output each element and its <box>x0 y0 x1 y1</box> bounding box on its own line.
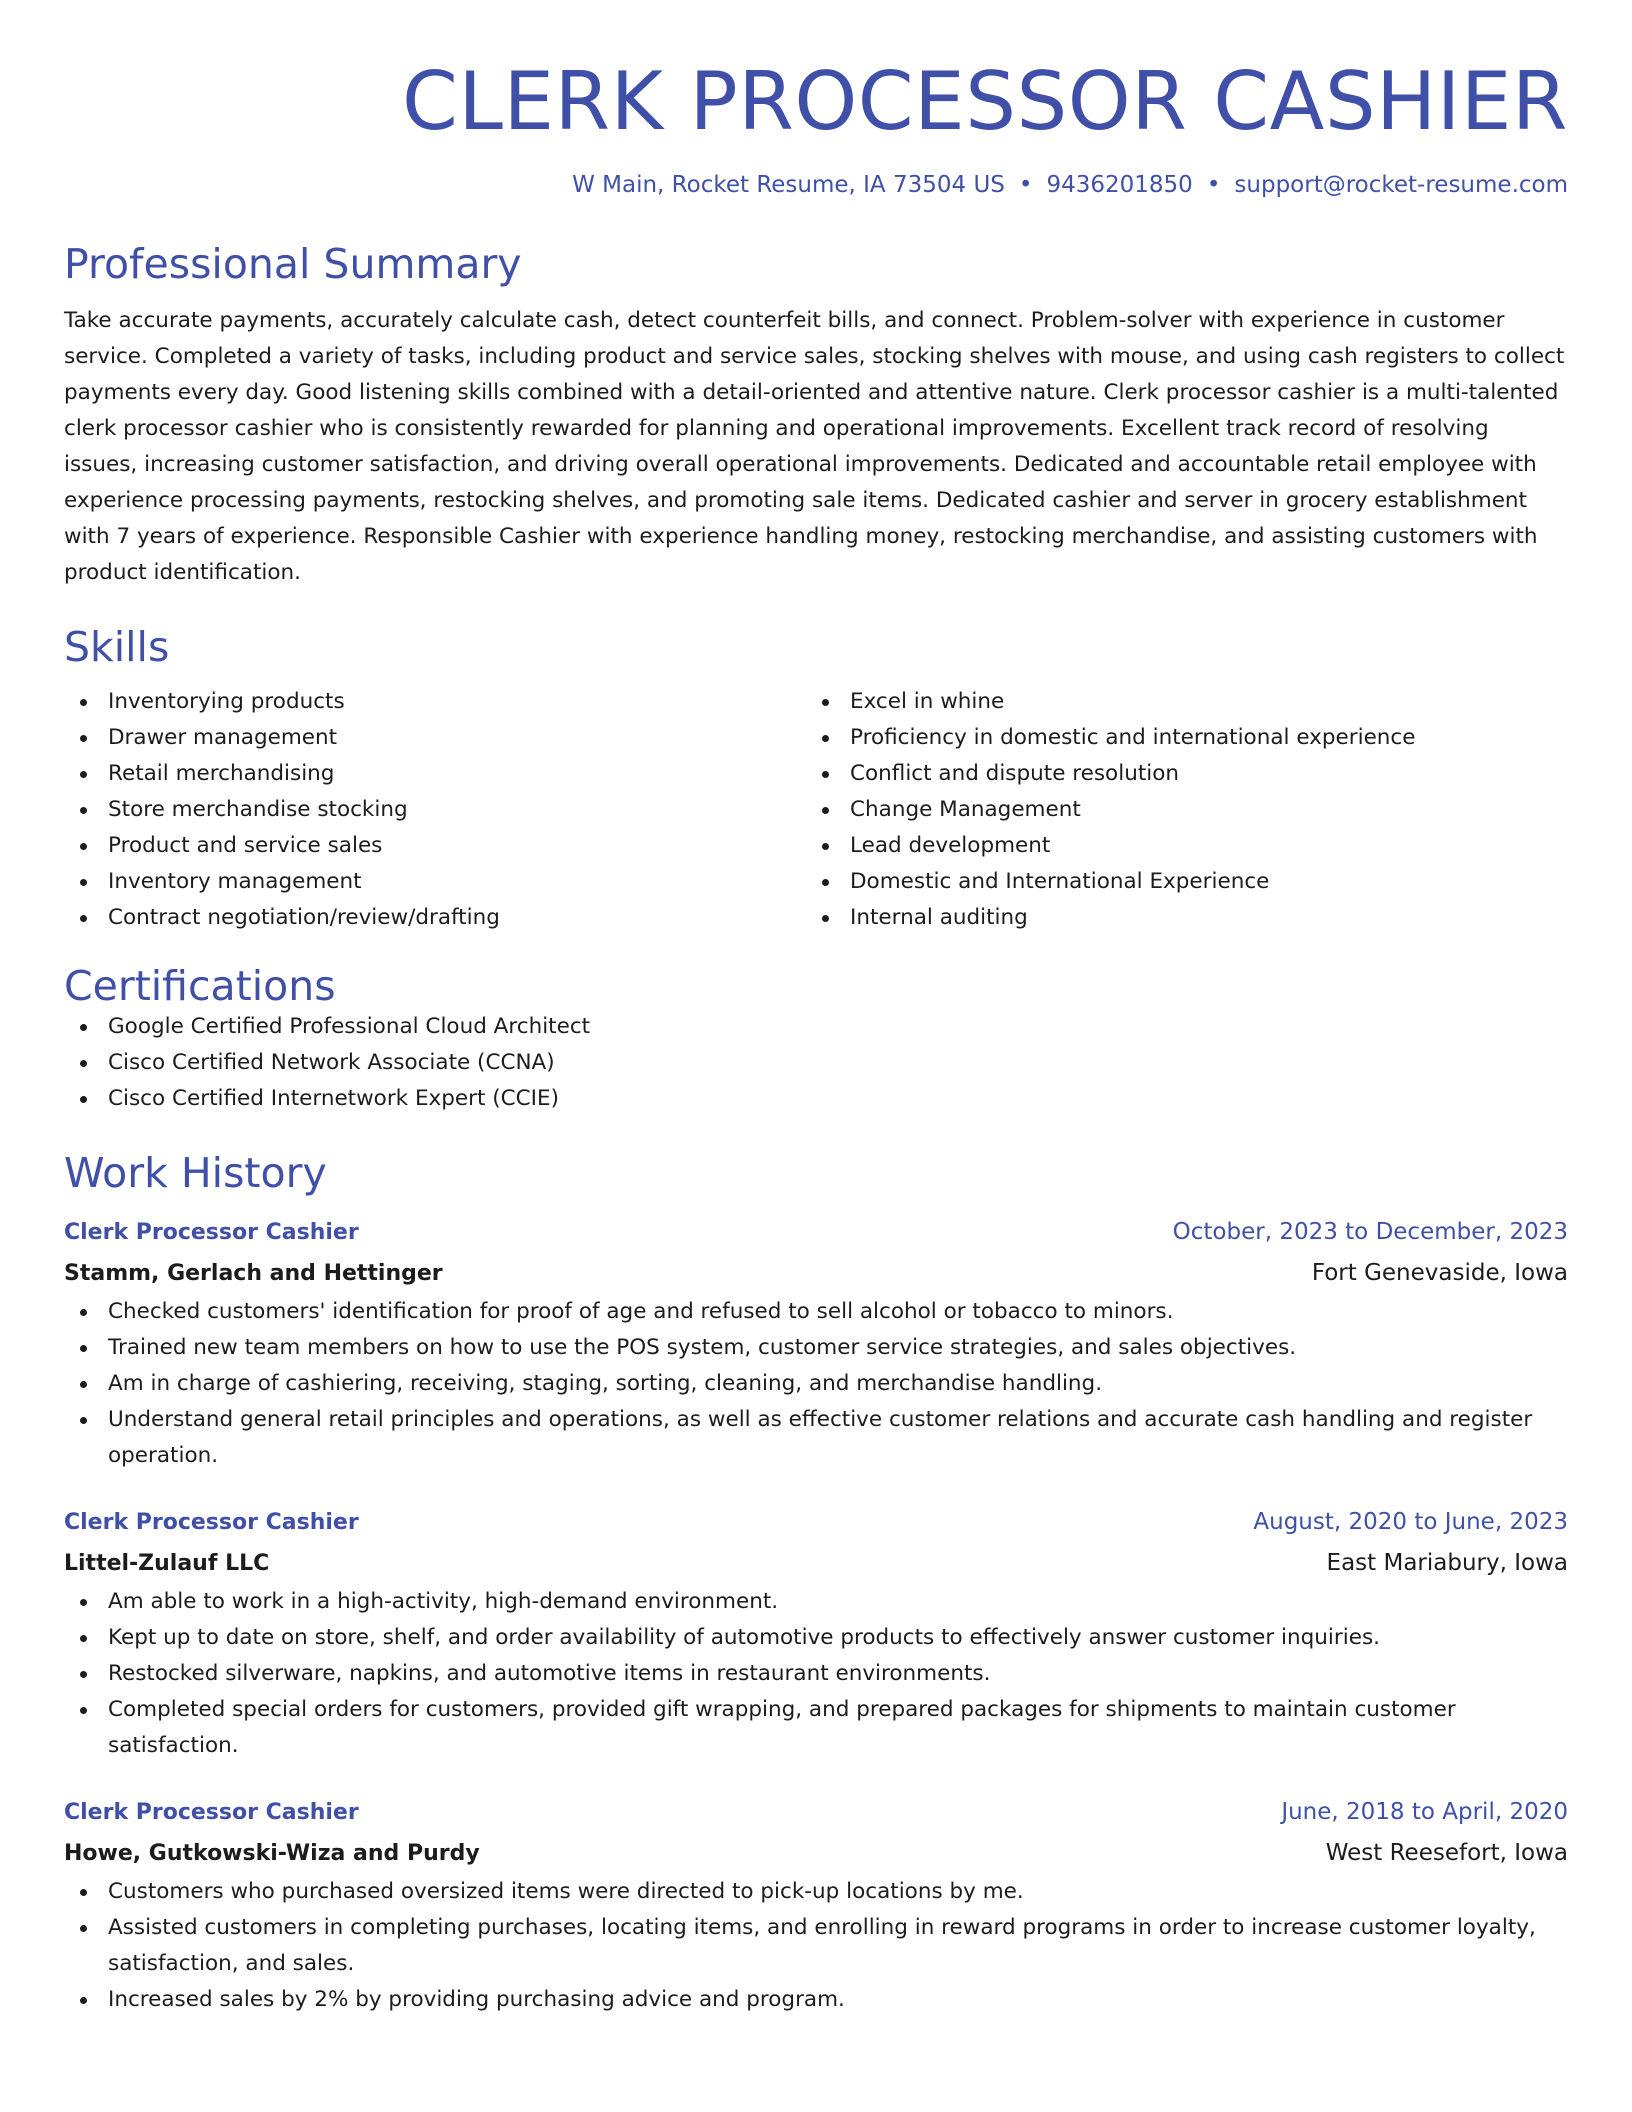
job-bullet: Completed special orders for customers, provided gift wrapping, and prepared packages for shipments to maintain customer satisfaction. <box>64 1692 1568 1764</box>
job-bullets <box>64 1584 1568 1764</box>
skill-item: Retail merchandising <box>64 756 806 792</box>
job-bullet: Checked customers' identification for proof of age and refused to sell alcohol or tobacco to minors. <box>64 1294 1568 1330</box>
skills-column-left <box>64 684 806 936</box>
skills-list-right <box>806 684 1548 936</box>
job-title-row <box>64 1212 1568 1253</box>
contact-address: W Main, Rocket Resume, IA 73504 US <box>572 172 1005 198</box>
job-entry <box>64 1212 1568 1474</box>
summary-heading: Professional Summary <box>64 239 522 288</box>
job-entry <box>64 1502 1568 1764</box>
job-entry <box>64 1792 1568 2018</box>
job-company: Stamm, Gerlach and Hettinger <box>64 1260 443 1286</box>
contact-email: support@rocket-resume.com <box>1234 172 1568 198</box>
job-bullet: Understand general retail principles and operations, as well as effective customer relations and accurate cash handling and register operation. <box>64 1402 1568 1474</box>
job-title-row <box>64 1792 1568 1833</box>
contact-phone: 9436201850 <box>1046 172 1193 198</box>
skill-item: Lead development <box>806 828 1548 864</box>
job-bullet: Kept up to date on store, shelf, and order availability of automotive products to effectively answer customer inquiries. <box>64 1620 1568 1656</box>
skill-item: Internal auditing <box>806 900 1548 936</box>
skill-item: Drawer management <box>64 720 806 756</box>
job-company-row <box>64 1543 1568 1584</box>
job-company-row <box>64 1253 1568 1294</box>
job-title-row <box>64 1502 1568 1543</box>
skill-item: Domestic and International Experience <box>806 864 1548 900</box>
skill-item: Store merchandise stocking <box>64 792 806 828</box>
job-dates: June, 2018 to April, 2020 <box>1281 1798 1568 1825</box>
job-bullet: Restocked silverware, napkins, and automotive items in restaurant environments. <box>64 1656 1568 1692</box>
job-location: West Reesefort, Iowa <box>1325 1839 1568 1866</box>
certifications-heading: Certifications <box>64 961 336 1010</box>
job-bullet: Assisted customers in completing purchases, locating items, and enrolling in reward programs in order to increase customer loyalty, satisfaction, and sales. <box>64 1910 1568 1982</box>
skills-list-left <box>64 684 806 936</box>
skill-item: Excel in whine <box>806 684 1548 720</box>
skills-column-right <box>806 684 1548 936</box>
skill-item: Inventory management <box>64 864 806 900</box>
job-title: Clerk Processor Cashier <box>64 1509 359 1535</box>
job-bullet: Trained new team members on how to use the POS system, customer service strategies, and sales objectives. <box>64 1330 1568 1366</box>
job-dates: October, 2023 to December, 2023 <box>1172 1218 1568 1245</box>
skill-item: Change Management <box>806 792 1548 828</box>
job-location: Fort Genevaside, Iowa <box>1311 1259 1568 1286</box>
skill-item: Proficiency in domestic and international experience <box>806 720 1548 756</box>
certifications-list <box>64 1009 1568 1117</box>
summary-text: Take accurate payments, accurately calculate cash, detect counterfeit bills, and connect. Problem-solver with experience in customer service. Completed a variety of tasks, including product and service sales, stocking shelves with mouse, and using cash registers to collect payments every day. Good listening skills combined with a detail-oriented and attentive nature. Clerk processor cashier is a multi-talented clerk processor cashier who is consistently rewarded for planning and operational improvements. Excellent track record of resolving issues, increasing customer satisfaction, and driving overall operational improvements. Dedicated and accountable retail employee with experience processing payments, restocking shelves, and promoting sale items. Dedicated cashier and server in grocery establishment with 7 years of experience. Responsible Cashier with experience handling money, restocking merchandise, and assisting customers with product identification. <box>64 307 1565 585</box>
job-bullet: Am in charge of cashiering, receiving, staging, sorting, cleaning, and merchandise handling. <box>64 1366 1568 1402</box>
certification-item: Cisco Certified Network Associate (CCNA) <box>64 1045 1568 1081</box>
job-title: Clerk Processor Cashier <box>64 1219 359 1245</box>
resume-name: CLERK PROCESSOR CASHIER <box>402 55 1568 148</box>
skill-item: Inventorying products <box>64 684 806 720</box>
job-dates: August, 2020 to June, 2023 <box>1253 1508 1568 1535</box>
job-bullets <box>64 1874 1568 2018</box>
job-company: Howe, Gutkowski-Wiza and Purdy <box>64 1840 480 1866</box>
skill-item: Contract negotiation/review/drafting <box>64 900 806 936</box>
job-location: East Mariabury, Iowa <box>1326 1549 1568 1576</box>
skills-heading: Skills <box>64 622 170 671</box>
job-bullet: Am able to work in a high-activity, high-demand environment. <box>64 1584 1568 1620</box>
skill-item: Conflict and dispute resolution <box>806 756 1548 792</box>
job-company: Littel-Zulauf LLC <box>64 1550 270 1576</box>
contact-separator: • <box>1206 172 1221 198</box>
contact-separator: • <box>1018 172 1033 198</box>
job-title: Clerk Processor Cashier <box>64 1799 359 1825</box>
contact-line <box>64 172 1568 200</box>
work-history-heading: Work History <box>64 1148 327 1197</box>
job-bullet: Increased sales by 2% by providing purchasing advice and program. <box>64 1982 1568 2018</box>
job-company-row <box>64 1833 1568 1874</box>
job-bullet: Customers who purchased oversized items were directed to pick-up locations by me. <box>64 1874 1568 1910</box>
job-bullets <box>64 1294 1568 1474</box>
certification-item: Google Certified Professional Cloud Architect <box>64 1009 1568 1045</box>
skills-grid <box>64 684 1568 936</box>
certification-item: Cisco Certified Internetwork Expert (CCIE) <box>64 1081 1568 1117</box>
skill-item: Product and service sales <box>64 828 806 864</box>
resume-page <box>64 0 1568 2018</box>
